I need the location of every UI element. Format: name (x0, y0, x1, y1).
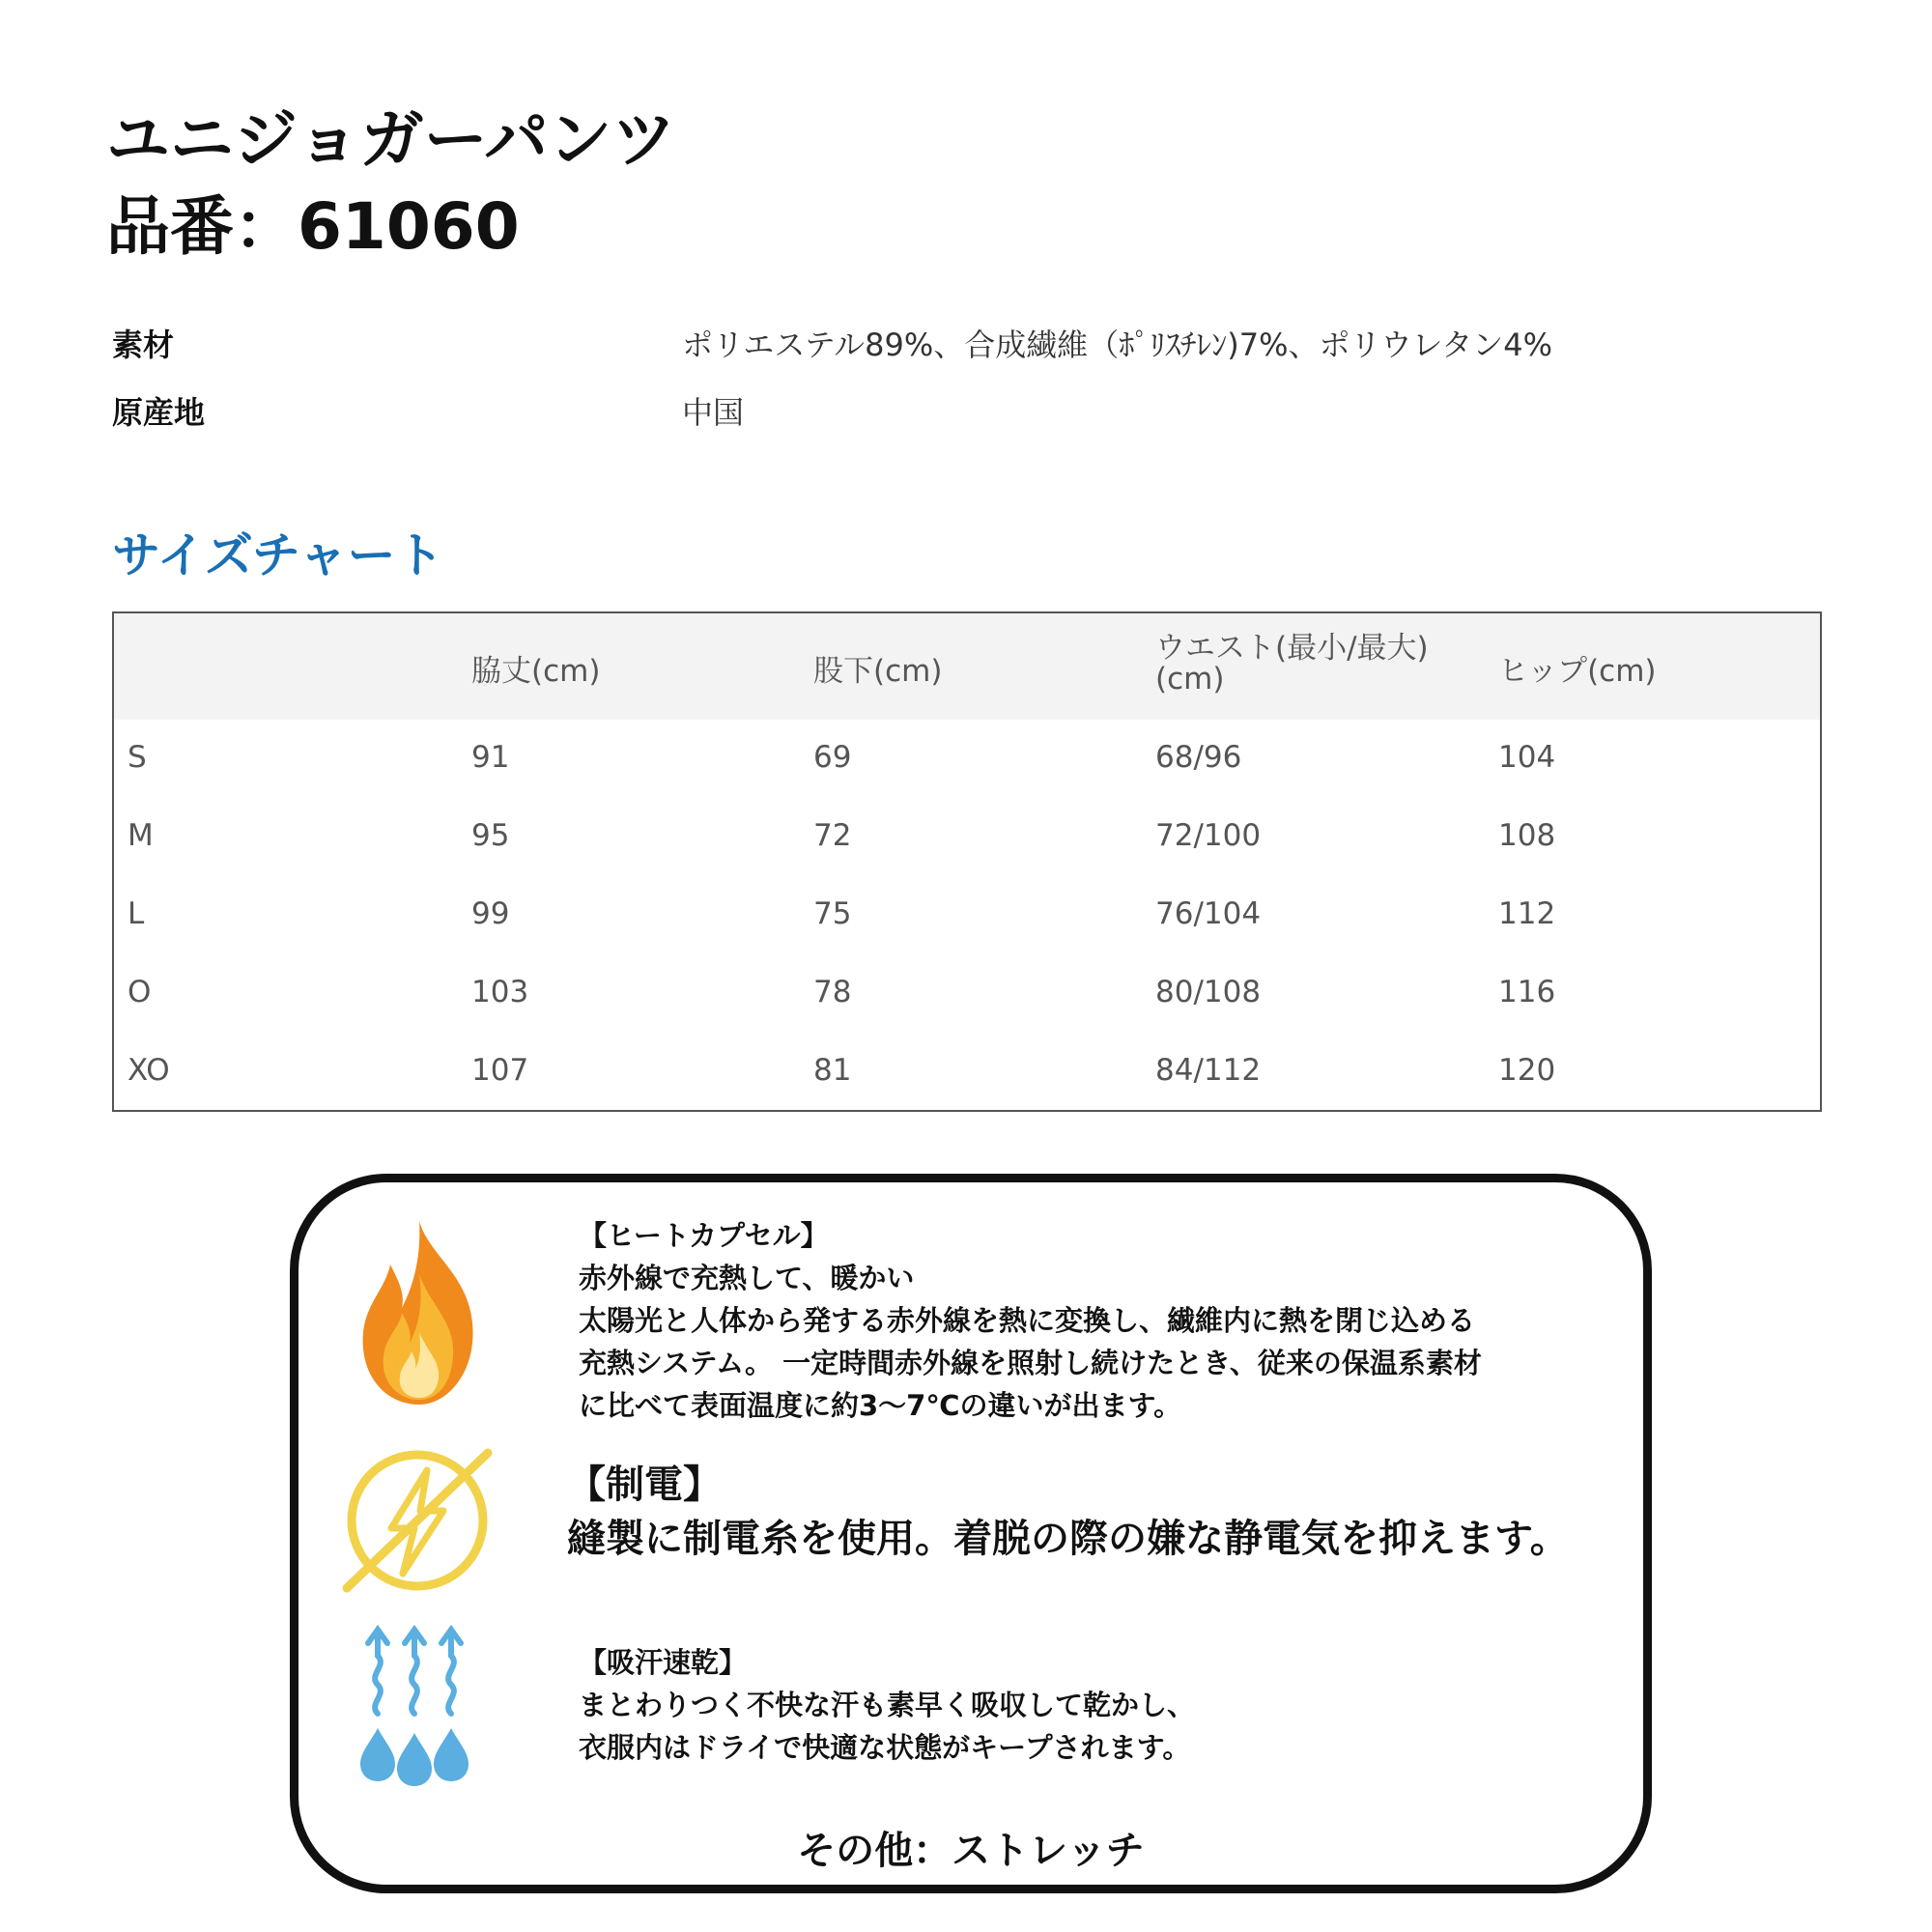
cell-waist: 84/112 (1155, 1053, 1262, 1088)
cell-size: XO (128, 1053, 170, 1088)
header-inseam: 股下(cm) (813, 654, 943, 689)
no-static-icon (335, 1443, 499, 1602)
heat-capsule-text (579, 1214, 1482, 1427)
heat-capsule-line: に比べて表面温度に約3〜7℃の違いが出ます。 (579, 1389, 1182, 1422)
cell-size: M (128, 818, 154, 853)
cell-waist: 80/108 (1155, 975, 1262, 1009)
size-chart-table (112, 611, 1822, 1112)
cell-inseam: 75 (813, 896, 852, 931)
other-feature: その他：ストレッチ (797, 1829, 1145, 1873)
sweat-absorb-line: まとわりつく不快な汗も素早く吸収して乾かし、 (579, 1689, 1196, 1721)
cell-waist: 68/96 (1155, 740, 1242, 775)
spec-label: 原産地 (112, 394, 206, 431)
sweat-absorb-text (579, 1641, 1195, 1769)
spec-label: 素材 (112, 327, 175, 363)
header-waist-line2: (cm) (1155, 662, 1225, 696)
antistatic-title: 【制電】 (567, 1463, 722, 1507)
table-header (114, 613, 1820, 720)
cell-hip: 112 (1498, 896, 1556, 931)
sweat-absorb-icon (356, 1622, 472, 1790)
header-length: 脇丈(cm) (471, 654, 601, 689)
product-title (106, 97, 675, 270)
size-chart-heading: サイズチャート (112, 527, 444, 583)
spec-value: 中国 (682, 394, 745, 431)
cell-length: 95 (471, 818, 510, 853)
cell-size: O (128, 975, 152, 1009)
flame-icon (352, 1216, 487, 1413)
heat-capsule-line: 充熱システム。 一定時間赤外線を照射し続けたとき、従来の保温系素材 (579, 1347, 1482, 1379)
antistatic-text (567, 1458, 1569, 1566)
cell-size: L (128, 896, 145, 931)
cell-hip: 104 (1498, 740, 1556, 775)
cell-hip: 120 (1498, 1053, 1556, 1088)
cell-hip: 116 (1498, 975, 1556, 1009)
cell-length: 99 (471, 896, 510, 931)
sweat-absorb-line: 衣服内はドライで快適な状態がキープされます。 (579, 1731, 1191, 1764)
cell-inseam: 81 (813, 1053, 852, 1088)
cell-length: 91 (471, 740, 510, 775)
cell-inseam: 78 (813, 975, 852, 1009)
heat-capsule-line: 太陽光と人体から発する赤外線を熱に変換し、繊維内に熱を閉じ込める (579, 1304, 1476, 1337)
cell-waist: 72/100 (1155, 818, 1262, 853)
cell-inseam: 72 (813, 818, 852, 853)
sweat-absorb-title: 【吸汗速乾】 (579, 1646, 748, 1679)
header-waist-line1: ウエスト(最小/最大) (1155, 631, 1429, 666)
spec-value: ポリエステル89%、合成繊維（ﾎﾟﾘｽﾁﾚﾝ)7%、ポリウレタン4% (682, 327, 1552, 363)
header-waist (1155, 633, 1429, 695)
cell-inseam: 69 (813, 740, 852, 775)
product-number: 品番：61060 (106, 189, 520, 264)
antistatic-line: 縫製に制電糸を使用。着脱の際の嫌な静電気を抑えます。 (567, 1517, 1569, 1561)
cell-waist: 76/104 (1155, 896, 1262, 931)
cell-length: 103 (471, 975, 529, 1009)
header-hip: ヒップ(cm) (1498, 654, 1657, 689)
heat-capsule-title: 【ヒートカプセル】 (579, 1219, 829, 1252)
heat-capsule-line: 赤外線で充熱して、暖かい (579, 1262, 915, 1294)
feature-box (290, 1174, 1652, 1893)
cell-hip: 108 (1498, 818, 1556, 853)
product-name: ユニジョガーパンツ (106, 102, 676, 177)
cell-length: 107 (471, 1053, 529, 1088)
cell-size: S (128, 740, 147, 775)
